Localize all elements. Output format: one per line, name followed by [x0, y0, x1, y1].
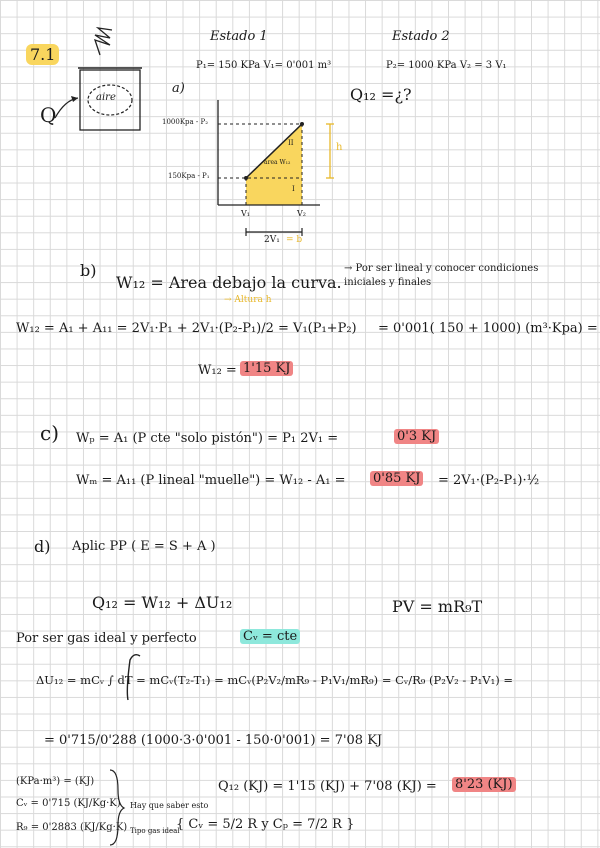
graph-region-II: II: [288, 139, 294, 147]
principle: Aplic PP ( E = S + A ): [72, 539, 216, 554]
state2-title: Estado 2: [392, 29, 450, 44]
wp-result: 0'3 KJ: [394, 430, 439, 444]
du-calculation: = 0'715/0'288 (1000·3·0'001 - 150·0'001) = 7'08 KJ: [44, 733, 383, 748]
rg-value: R₉ = 0'2883 (KJ/Kg·K): [16, 822, 128, 833]
units-note: (KPa·m³) = (KJ): [16, 776, 95, 787]
final-equation: Q₁₂ (KJ) = 1'15 (KJ) + 7'08 (KJ) =: [218, 779, 437, 794]
state1-title: Estado 1: [210, 29, 268, 44]
graph-area-label: área W₁₂: [264, 159, 291, 166]
part-b-note: → Por ser lineal y conocer condiciones iniciales y finales: [344, 263, 539, 288]
heat-label: Q: [40, 103, 57, 127]
final-result: 8'23 (KJ): [452, 778, 516, 792]
w12-formula: W₁₂ = A₁ + A₁₁ = 2V₁·P₁ + 2V₁·(P₂-P₁)/2 = V₁(P₁+P₂): [16, 321, 357, 336]
tipo-gas-note: Tipo gas ideal: [130, 827, 180, 835]
state1-values: P₁= 150 KPa V₁= 0'001 m³: [196, 60, 332, 71]
w12-calc: = 0'001( 150 + 1000) (m³·Kpa) =: [378, 321, 598, 336]
graph-width-label: 2V₁: [264, 235, 280, 245]
state2-values: P₂= 1000 KPa V₂ = 3 V₁: [386, 60, 507, 71]
gas-law: PV = mR₉T: [392, 597, 483, 616]
graph-x-left: V₁: [241, 209, 250, 218]
part-b-label: b): [80, 261, 97, 280]
du-equation: ΔU₁₂ = mCᵥ ∫ dT = mCᵥ(T₂-T₁) = mCᵥ(P₂V₂/mR₉ - P₁V₁/mR₉) = Cᵥ/R₉ (P₂V₂ - P₁V₁) =: [36, 673, 513, 687]
altura-note: → Altura h: [224, 295, 272, 305]
heat-arrow-icon: [55, 98, 78, 118]
wm-equation: Wₘ = A₁₁ (P lineal "muelle") = W₁₂ - A₁ =: [76, 473, 346, 488]
ideal-gas-note: Por ser gas ideal y perfecto: [16, 631, 197, 646]
graph-height-h: h: [336, 142, 343, 153]
hay-que-note: Hay que saber esto: [130, 801, 209, 810]
cv-constant: Cᵥ = cte: [240, 630, 300, 644]
graph-y-bottom: 150Kpa - P₁: [168, 172, 210, 180]
cv-cp-relation: { Cᵥ = 5/2 R y Cₚ = 7/2 R }: [176, 817, 355, 832]
graph-width-b: = b: [286, 235, 303, 245]
q-equation: Q₁₂ = W₁₂ + ΔU₁₂: [92, 593, 233, 612]
part-d-label: d): [34, 537, 51, 556]
graph-region-I: I: [292, 185, 295, 193]
cv-value: Cᵥ = 0'715 (KJ/Kg·K): [16, 798, 121, 809]
w12-result-label: W₁₂ =: [198, 363, 237, 378]
spring-icon: [95, 28, 112, 55]
graph-x-right: V₂: [297, 209, 306, 218]
part-a-label: a): [172, 81, 185, 96]
wm-rhs: = 2V₁·(P₂-P₁)·½: [438, 473, 540, 488]
wm-result: 0'85 KJ: [370, 472, 423, 486]
graph-y-top: 1000Kpa - P₂: [162, 118, 209, 126]
problem-number: 7.1: [26, 46, 59, 64]
part-a-question: Q₁₂ =¿?: [350, 85, 412, 104]
part-c-label: c): [40, 421, 60, 445]
wp-equation: Wₚ = A₁ (P cte "solo pistón") = P₁ 2V₁ =: [76, 431, 339, 446]
w12-definition: W₁₂ = Area debajo la curva.: [116, 273, 342, 292]
w12-result: 1'15 KJ: [240, 362, 293, 376]
air-label: aire: [96, 92, 116, 103]
